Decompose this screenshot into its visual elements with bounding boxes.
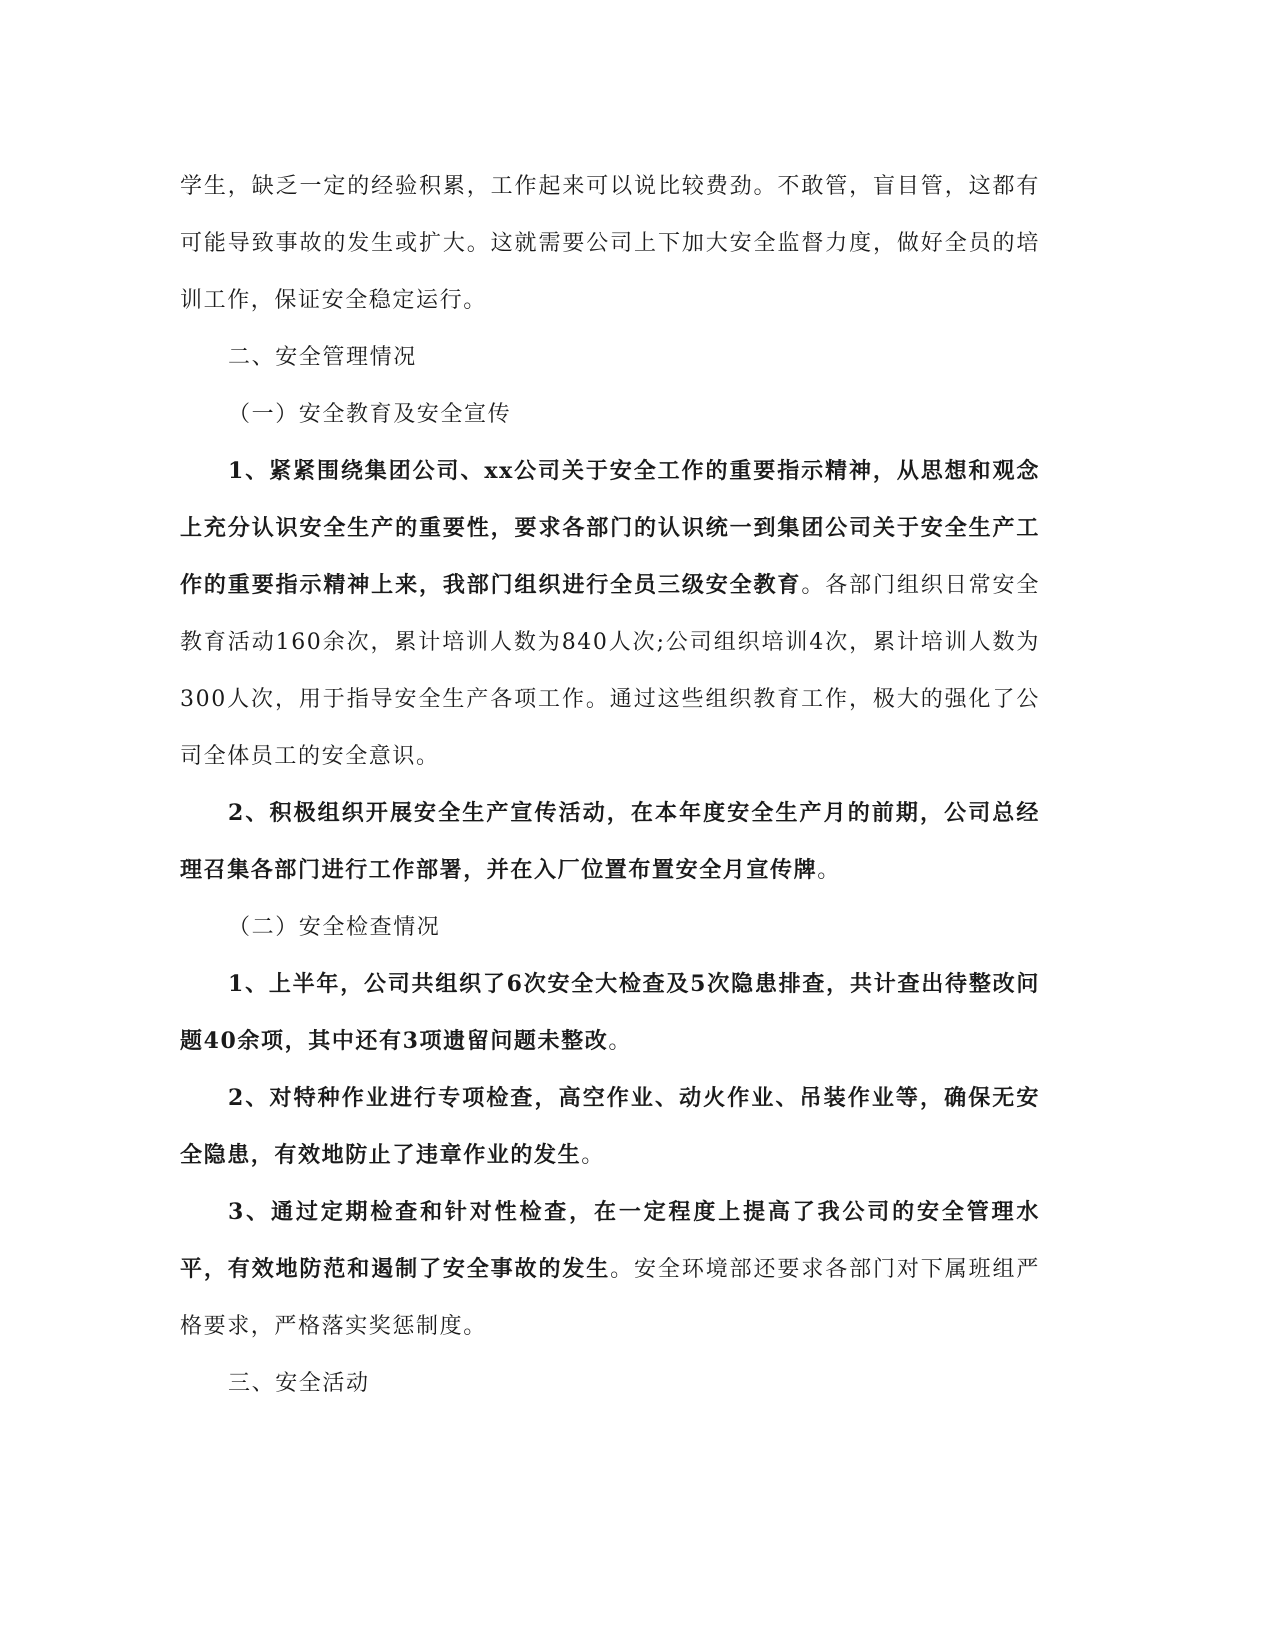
subsection-heading-1 bbox=[180, 386, 1040, 443]
document-body bbox=[180, 158, 1040, 1412]
normal-text: 。 bbox=[581, 1143, 605, 1168]
section-heading-text: 三、安全活动 bbox=[228, 1371, 370, 1396]
section-heading-2 bbox=[180, 329, 1040, 386]
bold-text: 1、上半年，公司共组织了6次安全大检查及5次隐患排查，共计查出待整改问题40余项，其中还有3项遗留问题未整改 bbox=[180, 971, 1040, 1054]
normal-text: 。 bbox=[608, 1029, 632, 1054]
bold-text: 3、通过定期检查和针对性检查，在一定程度上提高了我公司的安全管理水平，有效地防范和遏制了安全事故的发生 bbox=[180, 1199, 1040, 1282]
list-item-check-2 bbox=[180, 1070, 1040, 1184]
normal-text: 。各部门组织日常安全教育活动160余次，累计培训人数为840人次;公司组织培训4次，累计培训人数为300人次，用于指导安全生产各项工作。通过这些组织教育工作，极大的强化了公司全体员工的安全意识。 bbox=[180, 573, 1040, 769]
bold-text: 2、对特种作业进行专项检查，高空作业、动火作业、吊装作业等，确保无安全隐患，有效地防止了违章作业的发生 bbox=[180, 1085, 1040, 1168]
normal-text: 。安全环境部还要求各部门对下属班组严格要求，严格落实奖惩制度。 bbox=[180, 1257, 1040, 1339]
list-item-education-1 bbox=[180, 443, 1040, 785]
subsection-heading-text: （一）安全教育及安全宣传 bbox=[228, 402, 512, 427]
section-heading-text: 二、安全管理情况 bbox=[228, 345, 417, 370]
bold-text: 1、紧紧围绕集团公司、xx公司关于安全工作的重要指示精神，从思想和观念上充分认识安全生产的重要性，要求各部门的认识统一到集团公司关于安全生产工作的重要指示精神上来，我部门组织进行全员三级安全教育 bbox=[180, 458, 1040, 598]
subsection-heading-2 bbox=[180, 899, 1040, 956]
list-item-check-1 bbox=[180, 956, 1040, 1070]
list-item-check-3 bbox=[180, 1184, 1040, 1355]
subsection-heading-text: （二）安全检查情况 bbox=[228, 915, 441, 940]
normal-text: 。 bbox=[817, 858, 841, 883]
paragraph-continuation bbox=[180, 158, 1040, 329]
bold-text: 2、积极组织开展安全生产宣传活动，在本年度安全生产月的前期，公司总经理召集各部门进行工作部署，并在入厂位置布置安全月宣传牌 bbox=[180, 800, 1040, 883]
section-heading-3 bbox=[180, 1355, 1040, 1412]
paragraph-text: 学生，缺乏一定的经验积累，工作起来可以说比较费劲。不敢管，盲目管，这都有可能导致事故的发生或扩大。这就需要公司上下加大安全监督力度，做好全员的培训工作，保证安全稳定运行。 bbox=[180, 174, 1040, 313]
list-item-education-2 bbox=[180, 785, 1040, 899]
